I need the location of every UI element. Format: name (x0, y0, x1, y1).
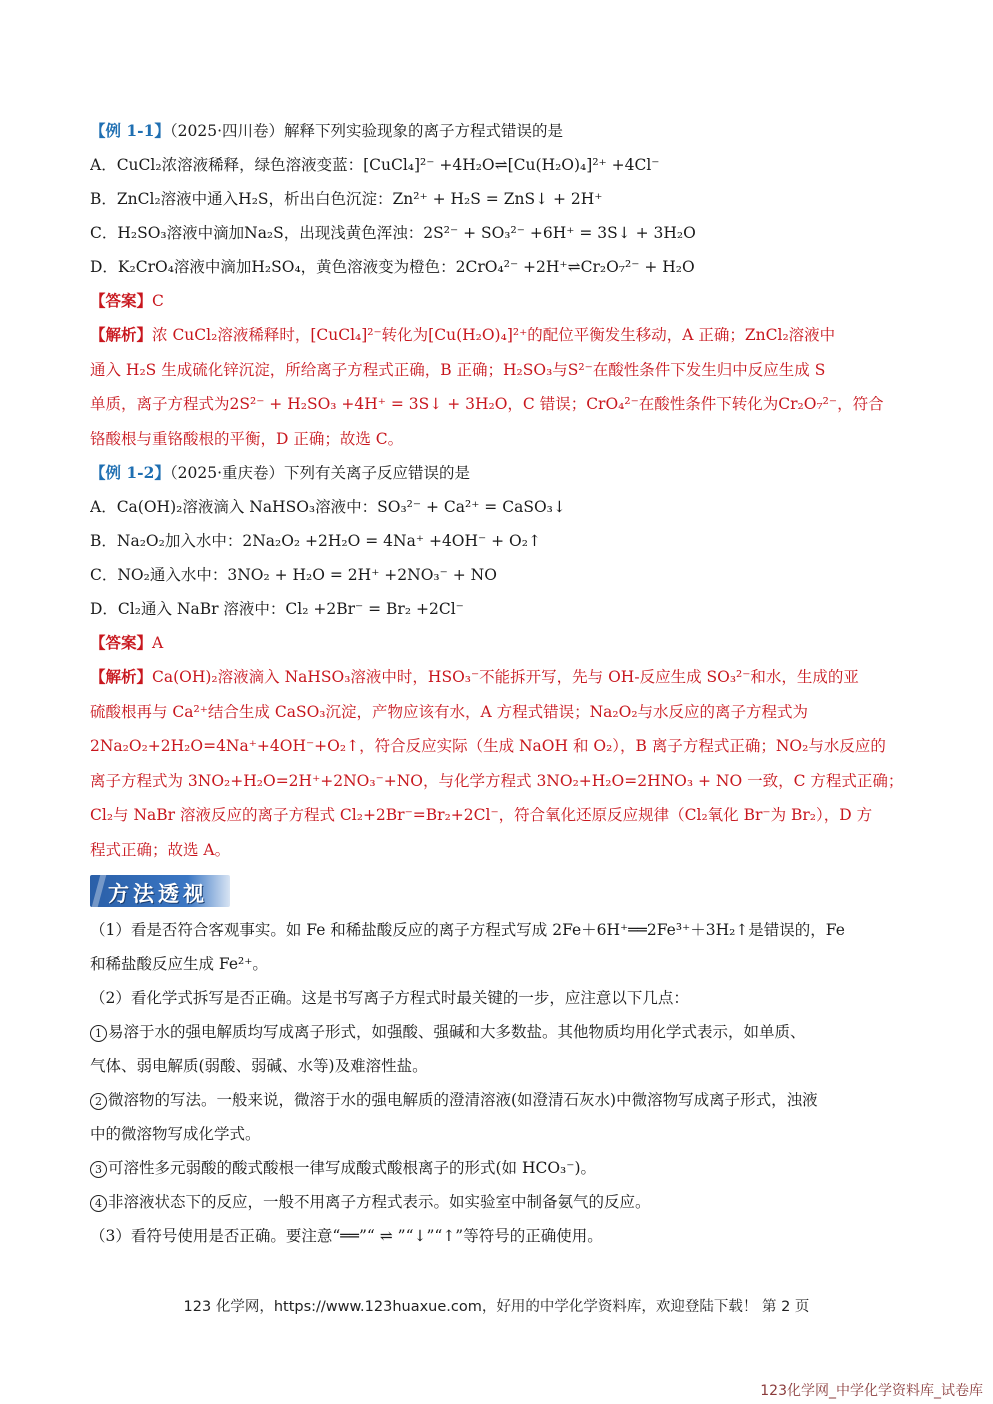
option-a: A．CuCl₂浓溶液稀释，绿色溶液变蓝：[CuCl₄]²⁻ +4H₂O⇌[Cu(H₂O)₄]²⁺ +4Cl⁻ (90, 156, 660, 174)
option-d: D．K₂CrO₄溶液中滴加H₂SO₄，黄色溶液变为橙色：2CrO₄²⁻ +2H⁺⇌Cr₂O₇²⁻ + H₂O (90, 258, 695, 276)
method-line: （3）看符号使用是否正确。要注意“══”“ ⇌ ”“↓”“↑”等符号的正确使用。 (90, 1227, 603, 1245)
method-line: 气体、弱电解质(弱酸、弱碱、水等)及难溶性盐。 (90, 1057, 428, 1075)
option-b: B．ZnCl₂溶液中通入H₂S，析出白色沉淀：Zn²⁺ + H₂S = ZnS↓ + 2H⁺ (90, 190, 603, 208)
analysis-line: 硫酸根再与 Ca²⁺结合生成 CaSO₃沉淀，产物应该有水，A 方程式错误；Na₂O₂与水反应的离子方程式为 (90, 702, 809, 721)
answer-line (90, 284, 905, 318)
answer-line (90, 626, 905, 660)
option-a: A．Ca(OH)₂溶液滴入 NaHSO₃溶液中：SO₃²⁻ + Ca²⁺ = CaSO₃↓ (90, 498, 566, 516)
analysis-line: 通入 H₂S 生成硫化锌沉淀，所给离子方程式正确，B 正确；H₂SO₃与S²⁻在酸性条件下发生归中反应生成 S (90, 360, 826, 379)
method-line: （1）看是否符合客观事实。如 Fe 和稀盐酸反应的离子方程式写成 2Fe＋6H⁺══2Fe³⁺＋3H₂↑是错误的，Fe (90, 921, 845, 939)
method-line-numbered: 2 微溶物的写法。一般来说，微溶于水的强电解质的澄清溶液(如澄清石灰水)中微溶物写成离子形式，浊液 (90, 1083, 905, 1117)
answer-value: A (152, 634, 164, 652)
analysis-line: Cl₂与 NaBr 溶液反应的离子方程式 Cl₂+2Br⁻=Br₂+2Cl⁻，符合氧化还原反应规律（Cl₂氧化 Br⁻为 Br₂），D 方 (90, 806, 873, 824)
analysis-line: 【解析】Ca(OH)₂溶液滴入 NaHSO₃溶液中时，HSO₃⁻不能拆开写，先与 OH-反应生成 SO₃²⁻和水，生成的亚 (90, 667, 859, 686)
answer-tag: 【答案】 (90, 633, 153, 652)
method-line: （2）看化学式拆写是否正确。这是书写离子方程式时最关键的一步，应注意以下几点： (90, 989, 689, 1007)
analysis-line: 铬酸根与重铬酸根的平衡，D 正确；故选 C。 (90, 429, 404, 448)
analysis-tag: 【解析】 (90, 667, 153, 686)
answer-tag: 【答案】 (90, 291, 153, 310)
analysis-line: 2Na₂O₂+2H₂O=4Na⁺+4OH⁻+O₂↑，符合反应实际（生成 NaOH 和 O₂），B 离子方程式正确；NO₂与水反应的 (90, 737, 886, 755)
circled-number: 1 (90, 1025, 107, 1042)
method-banner-title: 方法透视 (108, 882, 208, 906)
example-stem: （2025·四川卷）解释下列实验现象的离子方程式错误的是 (169, 122, 564, 140)
analysis-line: 程式正确；故选 A。 (90, 840, 231, 859)
method-banner (90, 875, 230, 907)
example-1-1-stem (90, 114, 905, 148)
analysis-tag: 【解析】 (90, 325, 153, 344)
banner-decoration (92, 875, 107, 907)
circled-number: 3 (90, 1161, 107, 1178)
option-c: C．H₂SO₃溶液中滴加Na₂S，出现浅黄色浑浊：2S²⁻ + SO₃²⁻ +6H⁺ = 3S↓ + 3H₂O (90, 224, 696, 242)
method-line-numbered: 1 易溶于水的强电解质均写成离子形式，如强酸、强碱和大多数盐。其他物质均用化学式表示，如单质、 (90, 1015, 905, 1049)
page-footer: 123 化学网，https://www.123huaxue.com，好用的中学化学资料库，欢迎登陆下载！ 第 2 页 (183, 1299, 810, 1315)
example-1-2-stem (90, 456, 905, 490)
option-d: D．Cl₂通入 NaBr 溶液中：Cl₂ +2Br⁻ = Br₂ +2Cl⁻ (90, 600, 464, 618)
example-tag: 【例 1-1】 (90, 121, 170, 140)
analysis-block (90, 660, 905, 867)
example-stem: （2025·重庆卷）下列有关离子反应错误的是 (169, 464, 471, 482)
analysis-line: 单质，离子方程式为2S²⁻ + H₂SO₃ +4H⁺ = 3S↓ + 3H₂O，C 错误；CrO₄²⁻在酸性条件下转化为Cr₂O₇²⁻，符合 (90, 395, 884, 413)
method-line-numbered: 3 可溶性多元弱酸的酸式酸根一律写成酸式酸根离子的形式(如 HCO₃⁻)。 (90, 1151, 905, 1185)
circled-number: 4 (90, 1195, 107, 1212)
analysis-block (90, 318, 905, 456)
document-body (90, 114, 905, 1253)
site-watermark[interactable]: 123化学网_中学化学资料库_试卷库 (760, 1383, 983, 1399)
circled-number: 2 (90, 1093, 107, 1110)
analysis-line: 离子方程式为 3NO₂+H₂O=2H⁺+2NO₃⁻+NO，与化学方程式 3NO₂+H₂O=2HNO₃ + NO 一致，C 方程式正确； (90, 771, 904, 790)
option-c: C．NO₂通入水中：3NO₂ + H₂O = 2H⁺ +2NO₃⁻ + NO (90, 566, 497, 584)
option-b: B．Na₂O₂加入水中：2Na₂O₂ +2H₂O = 4Na⁺ +4OH⁻ + O₂↑ (90, 532, 541, 550)
method-line: 和稀盐酸反应生成 Fe²⁺。 (90, 955, 268, 973)
method-line: 中的微溶物写成化学式。 (90, 1125, 261, 1143)
answer-value: C (152, 292, 164, 310)
example-tag: 【例 1-2】 (90, 463, 170, 482)
analysis-line: 【解析】浓 CuCl₂溶液稀释时，[CuCl₄]²⁻转化为[Cu(H₂O)₄]²⁺的配位平衡发生移动，A 正确；ZnCl₂溶液中 (90, 325, 836, 344)
method-line-numbered: 4 非溶液状态下的反应，一般不用离子方程式表示。如实验室中制备氨气的反应。 (90, 1185, 905, 1219)
